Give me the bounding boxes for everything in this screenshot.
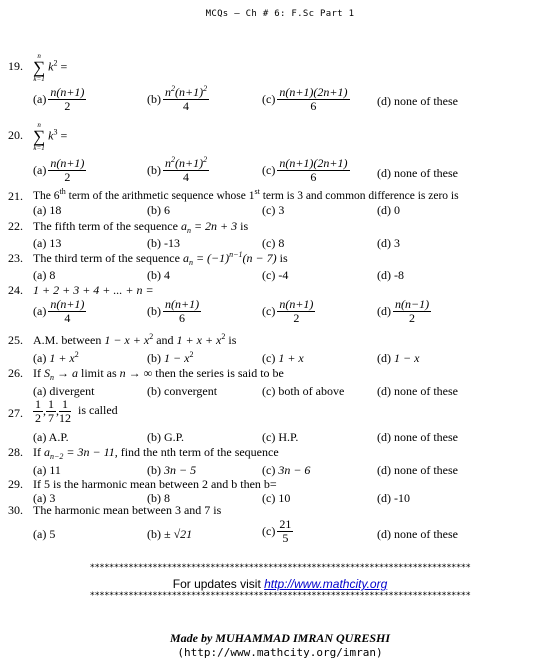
- q23-option-a: (a) 8: [33, 268, 56, 282]
- q22-option-a: (a) 13: [33, 236, 62, 250]
- separator-stars-bottom: *******************************************************************************: [89, 591, 471, 601]
- q22-option-c: (c) 8: [262, 236, 285, 250]
- q20-option-a: (a) $\frac{n(n+1)}{2}$: [33, 156, 85, 184]
- q23-option-c: (c) -4: [262, 268, 289, 282]
- q21-option-d: (d) 0: [377, 203, 400, 217]
- q22-option-b: (b) -13: [147, 236, 180, 250]
- q27-option-a: (a) A.P.: [33, 430, 69, 444]
- q23-option-b: (b) 4: [147, 268, 170, 282]
- q25-option-b: (b) $1 - x^2$: [147, 350, 194, 365]
- q20-option-d: (d) none of these: [377, 166, 458, 180]
- q24-option-b: (b) $\frac{n(n+1)}{6}$: [147, 297, 200, 325]
- q19-option-a: (a) $\frac{n(n+1)}{2}$: [33, 85, 85, 113]
- author-credit: Made by MUHAMMAD IMRAN QURESHI: [169, 631, 391, 645]
- q28-option-a: (a) 11: [33, 463, 61, 477]
- q21-option-b: (b) 6: [147, 203, 170, 217]
- summation-symbol: n ∑ k=1: [33, 121, 46, 152]
- q28-option-d: (d) none of these: [377, 463, 458, 477]
- q28-option-c: (c) 3n − 6: [262, 463, 311, 477]
- q24-option-d: (d) $\frac{n(n-1)}{2}$: [377, 297, 430, 325]
- q27-option-d: (d) none of these: [377, 430, 458, 444]
- q28-option-b: (b) 3n − 5: [147, 463, 197, 477]
- q20-option-c: (c) $\frac{n(n+1)(2n+1)}{6}$: [262, 156, 348, 184]
- q29-option-a: (a) 3: [33, 491, 56, 505]
- q25-option-d: (d) 1 − x: [377, 351, 420, 365]
- q19-option-c: (c) $\frac{n(n+1)(2n+1)}{6}$: [262, 85, 348, 113]
- q27-option-c: (c) H.P.: [262, 430, 299, 444]
- q21-option-a: (a) 18: [33, 203, 62, 217]
- q19-option-b: (b) $\frac{n^2(n+1)^2}{4}$: [147, 84, 208, 113]
- separator-stars-top: *******************************************************************************: [89, 563, 471, 573]
- page-header: MCQs – Ch # 6: F.Sc Part 1: [205, 9, 355, 19]
- q30-option-d: (d) none of these: [377, 527, 458, 541]
- q24-option-a: (a) $\frac{n(n+1)}{4}$: [33, 297, 85, 325]
- document-page: MCQs – Ch # 6: F.Sc Part 1 19. n ∑ k=1 $k^2$ = (a) $\frac{n(n+1)}{2}$ (b) $\frac{n^2(n+1)^2}{4}$ (c) $\frac{n(n+1)(2n+1)}{6}$ (d) none of these 20. n ∑ k=1 $k^3$ = (a) $\frac{n(n+1)}{2}$ (b) $\frac{n^2(n+1)^2}{4}$ (c) $\frac{n(n+1)(2n+1)}{6}$ (d) none of these 21. The 6th term of the arithmetic sequence whose 1st term is 3 and common difference is zero is (a) 18 (b) 6 (c) 3 (d) 0 22. The fifth term of the sequence $a_n = 2n + 3$ is (a) 13 (b) -13 (c) 8 (d) 3 23. The third term of the sequence $a_n = (-1)^{n-1}(n - 7)$ is (a) 8 (b) 4 (c) -4 (d) -8 24. 1 + 2 + 3 + 4 + ... + n = (a) $\frac{n(n+1)}{4}$ (b) $\frac{n(n+1)}{6}$ (c) $\frac{n(n+1)}{2}$ (d) $\frac{n(n-1)}{2}$ 25. A.M. between $1 - x + x^2$ and $1 + x + x^2$ is (a) $1 + x^2$ (b) $1 - x^2$ (c) 1 + x (d) 1 − x 26. If $S_n \to a$ limit as n → ∞ then the series is said to be (a) divergent (b) convergent (c) both of above (d) none of these 27. $\frac{1}{2}$ , $\frac{1}{7}$ , $\frac{1}{12}$ is called (a) A.P. (b) G.P. (c) H.P. (d) none of these 28. If $a_{n-2} = 3n - 11$, find the nth term of the sequence (a) 11 (b) 3n − 5 (c) 3n − 6 (d) none of these 29. If 5 is the harmonic mean between 2 and b then b= (a) 3 (b) 8 (c) 10 (d) -10 30. The harmonic mean between 3 and 7 is (a) 5 (b) ± √21 (c) $\frac{21}{5}$ (d) none of these ******************************************************************************* For updates visit http://www.mathcity.org ******************************************************************************* Made by MUHAMMAD IMRAN QURESHI (http://www.mathcity.org/imran): [0, 0, 560, 665]
- q25-option-c: (c) 1 + x: [262, 351, 304, 365]
- summation-symbol: n ∑ k=1: [33, 52, 46, 83]
- updates-line: For updates visit http://www.mathcity.org: [172, 577, 388, 591]
- q23-option-d: (d) -8: [377, 268, 404, 282]
- q20-option-b: (b) $\frac{n^2(n+1)^2}{4}$: [147, 155, 208, 184]
- q21-option-c: (c) 3: [262, 203, 285, 217]
- mathcity-link[interactable]: http://www.mathcity.org: [264, 577, 388, 591]
- q29-option-c: (c) 10: [262, 491, 291, 505]
- q29-option-b: (b) 8: [147, 491, 170, 505]
- q26-option-b: (b) convergent: [147, 384, 218, 398]
- q26-option-a: (a) divergent: [33, 384, 95, 398]
- q26-option-d: (d) none of these: [377, 384, 458, 398]
- q27-option-b: (b) G.P.: [147, 430, 185, 444]
- q26-option-c: (c) both of above: [262, 384, 345, 398]
- q19-option-d: (d) none of these: [377, 94, 458, 108]
- q22-option-d: (d) 3: [377, 236, 400, 250]
- q25-option-a: (a) $1 + x^2$: [33, 350, 79, 365]
- q30-option-a: (a) 5: [33, 527, 56, 541]
- q29-option-d: (d) -10: [377, 491, 410, 505]
- q30-option-c: (c) $\frac{21}{5}$: [262, 517, 292, 545]
- author-url: (http://www.mathcity.org/imran): [177, 646, 383, 659]
- q24-option-c: (c) $\frac{n(n+1)}{2}$: [262, 297, 314, 325]
- q30-option-b: (b) ± √21: [147, 527, 193, 541]
